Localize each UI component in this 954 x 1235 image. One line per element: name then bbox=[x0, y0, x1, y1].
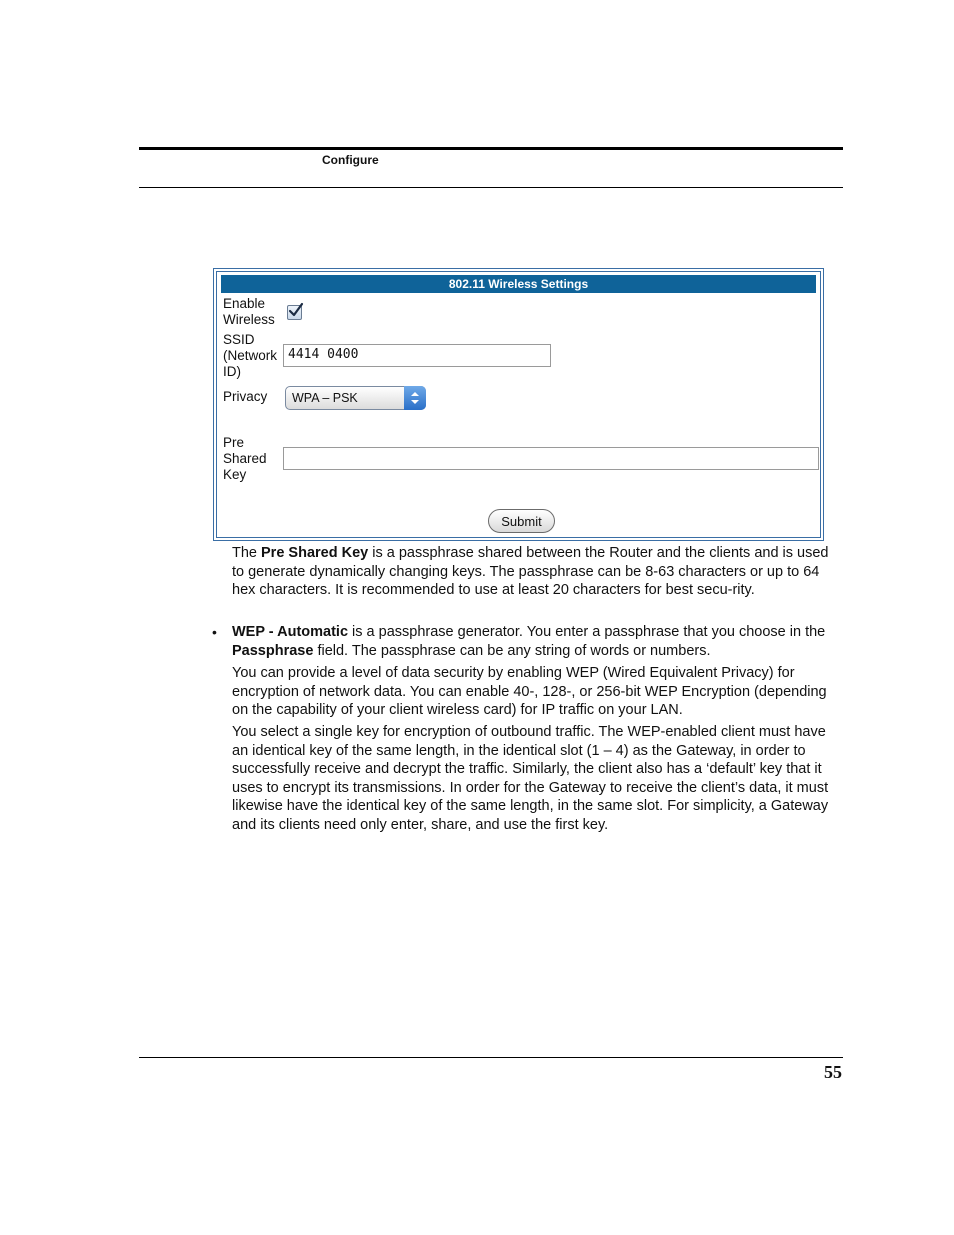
b1-bold2: Passphrase bbox=[232, 642, 314, 659]
select-stepper-icon bbox=[404, 386, 426, 410]
b1-bold: WEP - Automatic bbox=[232, 624, 349, 640]
psk-label-line3: Key bbox=[223, 467, 247, 482]
b1-post: field. The passphrase can be any string of words or numbers. bbox=[313, 642, 711, 659]
psk-label-line2: Shared bbox=[223, 451, 267, 466]
enable-wireless-label-line2: Wireless bbox=[223, 312, 275, 327]
wireless-settings-panel-inner bbox=[216, 271, 821, 538]
wireless-settings-panel bbox=[213, 268, 824, 541]
page-number: 55 bbox=[824, 1062, 842, 1082]
p1-pre: The bbox=[232, 545, 262, 561]
ssid-label-line2: (Network bbox=[223, 348, 278, 363]
wep-security-paragraph: You can provide a level of data security by enabling WEP (Wired Equivalent Privacy) for encryption of network data. You can enable 40-, 128-, or 256-bit WEP Encryption (depending on the capability of your client wireless card) for IP traffic on your LAN. bbox=[232, 665, 827, 718]
key-slot-paragraph: You select a single key for encryption of outbound traffic. The WEP-enabled client must have an identical key of the same length, in the identical slot (1 – 4) as the Gateway, in order to successfully receive and decrypt the traffic. Similarly, the client also has a ‘default’ key that it uses to encrypt its transmissions. In order for the Gateway to receive the client’s data, it must likewise have the identical key of the same length, in the same slot. For simplicity, a Gateway and its clients need only enter, share, and use the first key. bbox=[232, 724, 829, 833]
footer-rule bbox=[139, 1057, 843, 1058]
ssid-label bbox=[223, 332, 277, 380]
p1-bold: Pre Shared Key bbox=[261, 545, 369, 561]
enable-wireless-checkbox[interactable] bbox=[287, 305, 302, 320]
header-subrule bbox=[139, 187, 843, 188]
b1-mid: is a passphrase generator. You enter a passphrase that you choose in the bbox=[348, 624, 826, 640]
privacy-selected-value: WPA – PSK bbox=[292, 391, 358, 405]
ssid-input[interactable]: 4414 0400 bbox=[283, 344, 551, 367]
pre-shared-key-input[interactable] bbox=[283, 447, 819, 470]
pre-shared-key-label bbox=[223, 435, 267, 483]
enable-wireless-label bbox=[223, 296, 275, 328]
section-label: Configure bbox=[322, 153, 379, 167]
header-rule bbox=[139, 147, 843, 150]
pre-shared-key-paragraph bbox=[232, 544, 830, 600]
panel-title: 802.11 Wireless Settings bbox=[221, 275, 816, 293]
submit-button[interactable]: Submit bbox=[488, 509, 555, 533]
wep-automatic-paragraph bbox=[232, 623, 830, 660]
psk-label-line1: Pre bbox=[223, 435, 245, 450]
privacy-label: Privacy bbox=[223, 389, 268, 404]
ssid-label-line1: SSID bbox=[223, 332, 255, 347]
p1-post: is a passphrase shared between the Router and the clients and is used to generate dynamically changing keys. The passphrase can be 8-63 characters or up to 64 hex characters. It is recommended to use at least 20 characters for best secu-rity. bbox=[232, 545, 829, 598]
enable-wireless-label-line1: Enable bbox=[223, 296, 266, 311]
checkmark-icon bbox=[287, 302, 305, 320]
bullet-marker: • bbox=[212, 624, 217, 640]
privacy-select[interactable] bbox=[285, 386, 426, 410]
ssid-label-line3: ID) bbox=[223, 364, 241, 379]
